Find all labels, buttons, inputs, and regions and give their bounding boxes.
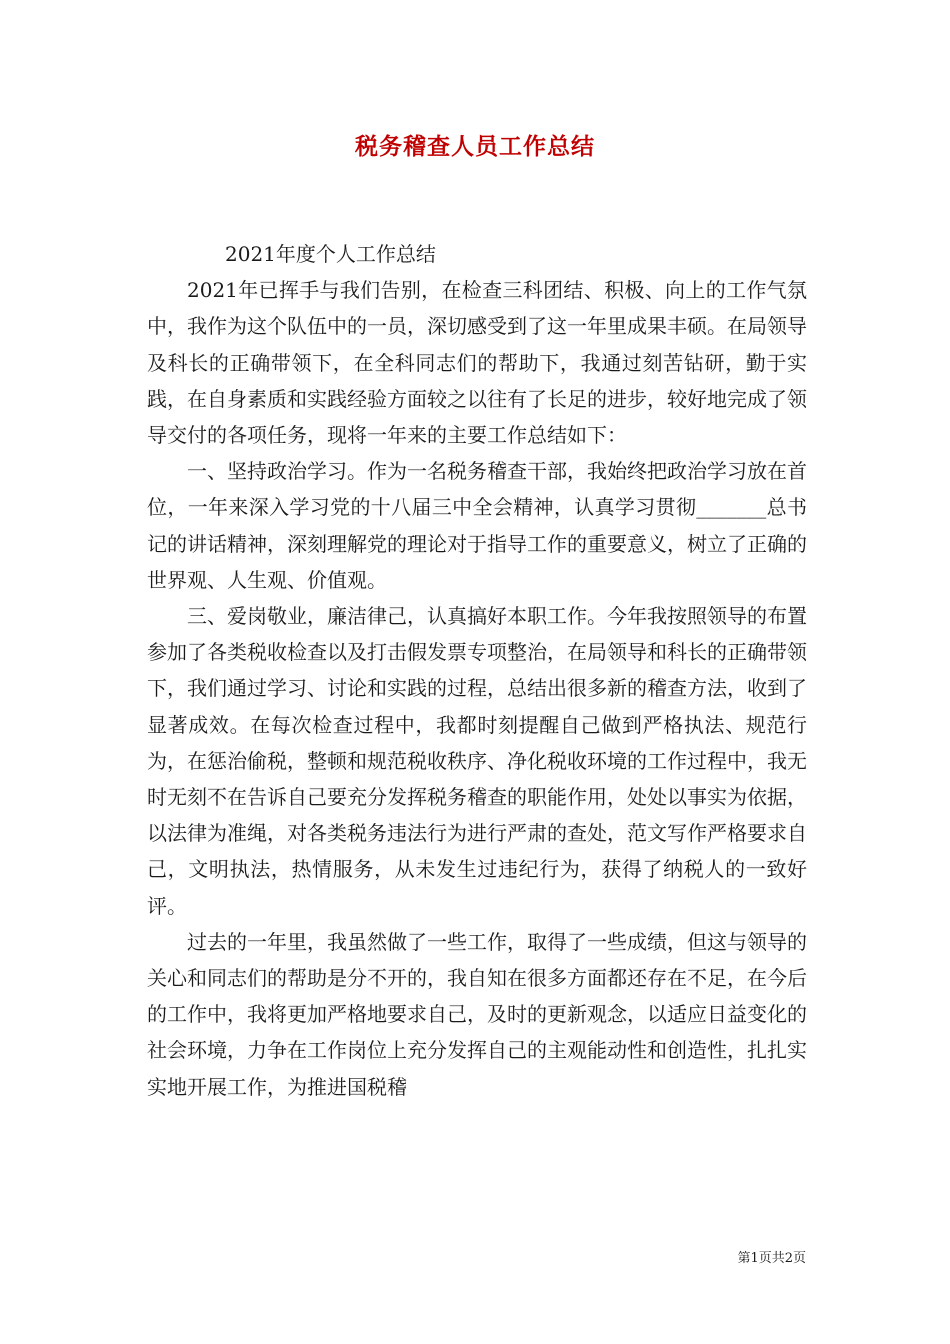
paragraph-political-study: 一、坚持政治学习。作为一名税务稽查干部，我始终把政治学习放在首位，一年来深入学习党的十八届三中全会精神，认真学习贯彻_______总书记的讲话精神，深刻理解党的理论对于指导工作的重要意义，树立了正确的世界观、人生观、价值观。 xyxy=(147,459,807,592)
page-title: 税务稽查人员工作总结 xyxy=(355,134,595,160)
paragraph-intro: 2021年已挥手与我们告别，在检查三科团结、积极、向上的工作气氛中，我作为这个队伍中的一员，深切感受到了这一年里成果丰硕。在局领导及科长的正确带领下，在全科同志们的帮助下，我通过刻苦钻研，勤于实践，在自身素质和实践经验方面较之以往有了长足的进步，较好地完成了领导交付的各项任务，现将一年来的主要工作总结如下： xyxy=(147,278,807,448)
paragraph-conclusion: 过去的一年里，我虽然做了一些工作，取得了一些成绩，但这与领导的关心和同志们的帮助是分不开的，我自知在很多方面都还存在不足，在今后的工作中，我将更加严格地要求自己，及时的更新观念，以适应日益变化的社会环境，力争在工作岗位上充分发挥自己的主观能动性和创造性，扎扎实实地开展工作，为推进国税稽 xyxy=(147,929,807,1099)
paragraph-job-duty: 三、爱岗敬业，廉洁律己，认真搞好本职工作。今年我按照领导的布置参加了各类税收检查以及打击假发票专项整治，在局领导和科长的正确带领下，我们通过学习、讨论和实践的过程，总结出很多新的稽查方法，收到了显著成效。在每次检查过程中，我都时刻提醒自己做到严格执法、规范行为，在惩治偷税，整顿和规范税收秩序、净化税收环境的工作过程中，我无时无刻不在告诉自己要充分发挥税务稽查的职能作用，处处以事实为依据，以法律为准绳，对各类税务违法行为进行严肃的查处，范文写作严格要求自己，文明执法，热情服务，从未发生过违纪行为，获得了纳税人的一致好评。 xyxy=(147,604,807,918)
document-body xyxy=(147,236,807,1105)
page-number: 第1页共2页 xyxy=(737,1251,806,1266)
document-subtitle: 2021年度个人工作总结 xyxy=(225,242,436,266)
